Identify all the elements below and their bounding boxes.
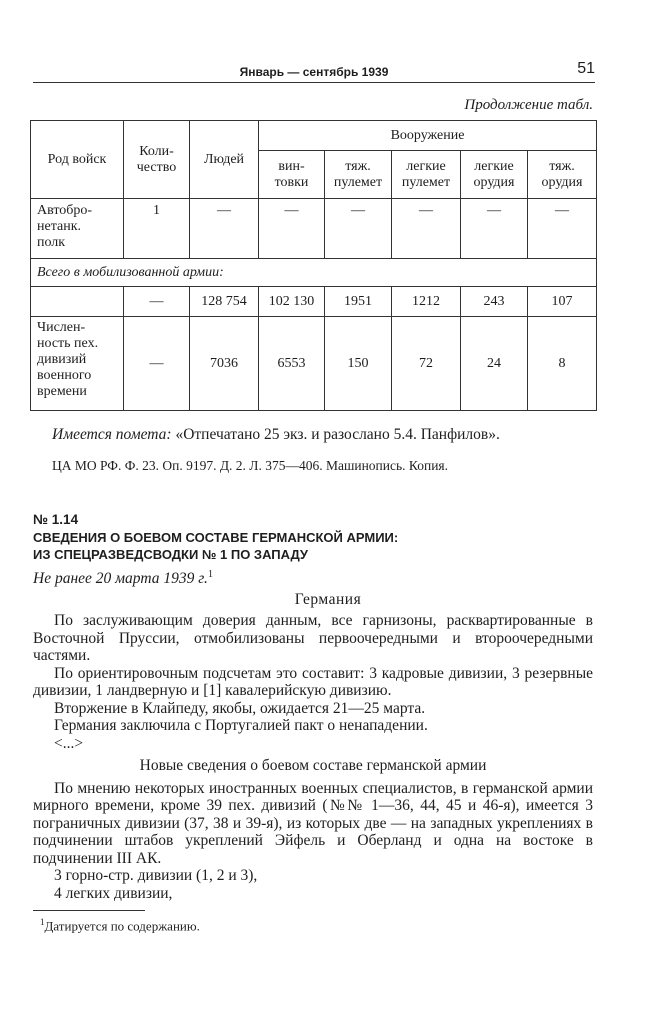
note-text: «Отпечатано 25 экз. и разослано 5.4. Панфилов». (175, 426, 500, 443)
table-cell: — (259, 199, 325, 259)
header-heavy-guns: тяж. орудия (528, 151, 597, 199)
table-cell: — (528, 199, 597, 259)
paragraph: Вторжение в Клайпеду, якобы, ожидается 21—25 марта. (54, 699, 426, 717)
paragraph: По ориентировочным подсчетам это составит: 3 кадровые дивизии, 3 резервные дивизии, 1 ландверную и [1] кавалерийскую дивизию. (33, 664, 593, 699)
paragraph: По заслуживающим доверия данным, все гарнизоны, расквартированные в Восточной Пруссии, отмобилизованы первоочередными и второочередными частями. (33, 612, 593, 664)
archive-reference: ЦА МО РФ. Ф. 23. Оп. 9197. Д. 2. Л. 375—406. Машинопись. Копия. (52, 458, 449, 473)
running-title: Январь — сентябрь 1939 (239, 65, 389, 79)
footnote-number: 1 (40, 917, 45, 927)
document-date: Не ранее 20 марта 1939 г.$^1$ (33, 569, 213, 588)
header-armament: Вооружение (259, 121, 597, 151)
document-body (33, 612, 593, 902)
running-header (33, 62, 595, 83)
table-cell: 128 754 (190, 287, 259, 317)
document-note (52, 426, 500, 444)
row-label-armored: Автобро- нетанк. полк (31, 199, 124, 259)
table-cell: 243 (461, 287, 528, 317)
armament-table (30, 120, 597, 411)
footnote (40, 917, 200, 934)
footnote-text: Датируется по содержанию. (44, 918, 200, 934)
section-heading-germany: Германия (294, 591, 362, 608)
document-title-line: ИЗ СПЕЦРАЗВЕДСВОДКИ № 1 ПО ЗАПАДУ (33, 547, 309, 562)
paragraph: По мнению некоторых иностранных военных специалистов, в германской армии мирного времени, кроме 39 пех. дивизий (№№ 1—36, 44, 45 и 46-я), имеется 3 пограничных дивизии (37, 38 и 39-я), из которых две — на западных укреплениях в подчинении штабов укреплений Эйфель и Оберланд и одна на востоке в подчинении III АК. (33, 779, 593, 867)
page-number: 51 (577, 60, 595, 77)
table-cell: — (461, 199, 528, 259)
table-row (31, 287, 597, 317)
table-cell: 72 (392, 317, 461, 411)
table-cell: 150 (325, 317, 392, 411)
paragraph: 3 горно-стр. дивизии (1, 2 и 3), (54, 867, 258, 884)
table-cell: — (124, 317, 190, 411)
table-continuation-label: Продолжение табл. (464, 97, 593, 113)
document-number: № 1.14 (33, 512, 79, 527)
header-light-guns: легкие орудия (461, 151, 528, 199)
footnote-marker: 1 (207, 569, 213, 580)
table-cell: 24 (461, 317, 528, 411)
table-cell: — (392, 199, 461, 259)
table-cell: 1951 (325, 287, 392, 317)
section-heading-new-data: Новые сведения о боевом составе германской армии (139, 757, 487, 774)
footnote-divider (33, 910, 145, 911)
table-subheading: Всего в мобилизованной армии: (31, 259, 597, 287)
table-cell: — (190, 199, 259, 259)
table-cell: 8 (528, 317, 597, 411)
table-cell: 1 (124, 199, 190, 259)
table-cell: 107 (528, 287, 597, 317)
document-title (33, 529, 398, 563)
table-cell-empty (31, 287, 124, 317)
paragraph: Германия заключила с Португалией пакт о ненападении. (54, 717, 428, 734)
document-title-line: СВЕДЕНИЯ О БОЕВОМ СОСТАВЕ ГЕРМАНСКОЙ АРМИИ: (33, 530, 399, 545)
table-cell: 7036 (190, 317, 259, 411)
header-branch: Род войск (31, 121, 124, 199)
table-cell: 102 130 (259, 287, 325, 317)
header-quantity: Коли- чество (124, 121, 190, 199)
header-rifles: вин- товки (259, 151, 325, 199)
paragraph: 4 легких дивизии, (54, 884, 173, 902)
table-cell: 6553 (259, 317, 325, 411)
note-label: Имеется помета: (52, 426, 172, 443)
table-cell: — (325, 199, 392, 259)
row-label-strength: Числен- ность пех. дивизий военного времени (31, 317, 124, 411)
header-light-mg: легкие пулемет (392, 151, 461, 199)
header-people: Людей (190, 121, 259, 199)
table-row (31, 317, 597, 411)
table-cell: 1212 (392, 287, 461, 317)
header-heavy-mg: тяж. пулемет (325, 151, 392, 199)
table-row (31, 199, 597, 259)
paragraph: <...> (54, 734, 84, 752)
table-cell: — (124, 287, 190, 317)
